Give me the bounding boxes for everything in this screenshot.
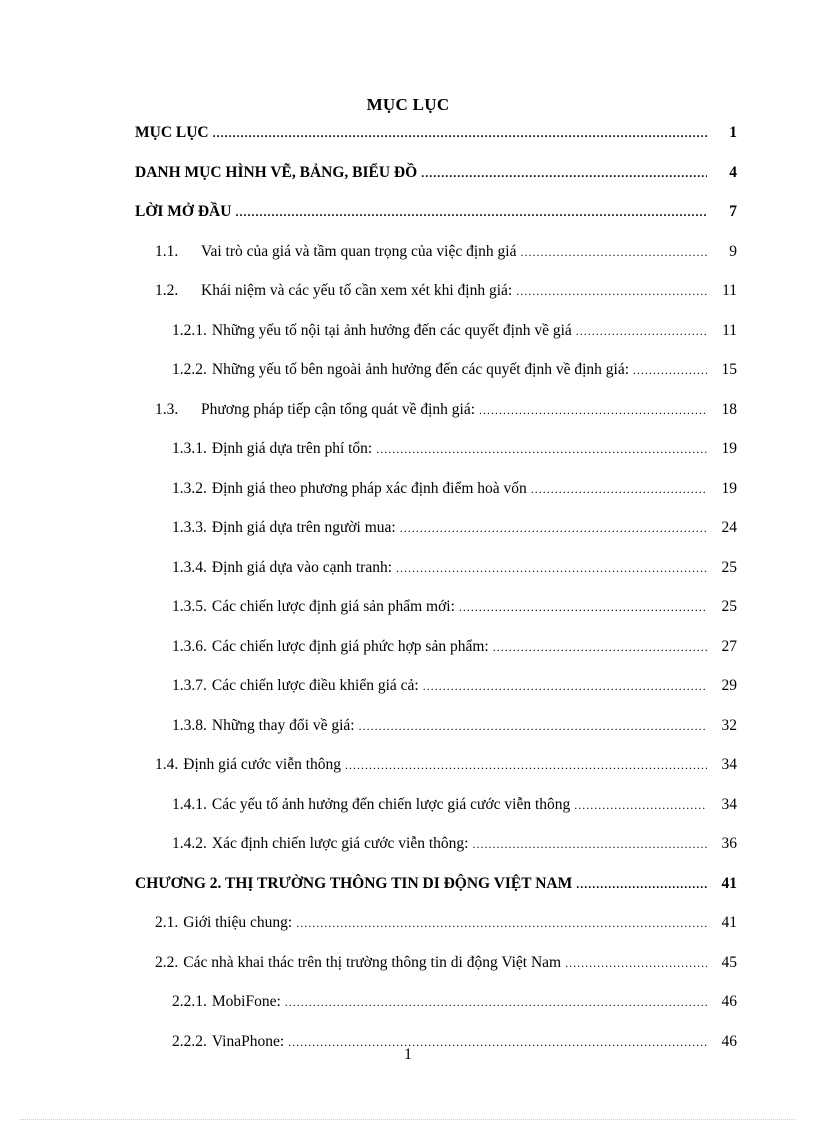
- toc-entry[interactable]: [172, 322, 737, 346]
- toc-entry-page: 9: [729, 242, 737, 260]
- toc-entry-title: Các nhà khai thác trên thị trường thông tin di động Việt Nam: [183, 953, 562, 971]
- toc-entry-page: 34: [721, 795, 737, 813]
- toc-entry-number: 1.3.1.: [172, 440, 207, 457]
- toc-entry-title: Định giá dựa vào cạnh tranh:: [211, 558, 393, 576]
- toc-entry-number: 1.4.: [155, 756, 179, 773]
- toc-entry-number: 2.2.2.: [172, 1032, 207, 1050]
- toc-entry-title: Giới thiệu chung:: [183, 914, 293, 931]
- toc-entry[interactable]: [135, 203, 737, 227]
- toc-leader-dots: [235, 205, 707, 220]
- toc-leader-dots: [345, 758, 707, 773]
- toc-entry-title: Định giá theo phương pháp xác định điểm hoà vốn: [211, 479, 527, 497]
- toc-leader-dots: [400, 521, 707, 536]
- toc-entry-page: 11: [722, 321, 737, 339]
- toc-entry-number: 1.3.8.: [172, 716, 207, 734]
- toc-entry-title: Vai trò của giá và tầm quan trọng của việc định giá: [201, 242, 517, 260]
- toc-entry-title: LỜI MỞ ĐẦU: [135, 203, 232, 220]
- toc-entry-title: Những thay đổi về giá:: [211, 716, 355, 734]
- toc-entry-number: 1.3.4.: [172, 558, 207, 576]
- toc-entry-page: 34: [721, 756, 737, 773]
- toc-leader-dots: [376, 442, 707, 457]
- toc-entry-title: Định giá dựa trên phí tổn:: [211, 440, 373, 457]
- toc-entry-title: Những yếu tố bên ngoài ảnh hưởng đến các quyết định về định giá:: [211, 361, 630, 378]
- toc-entry-title: MỤC LỤC: [135, 124, 209, 141]
- toc-entry[interactable]: [172, 638, 737, 662]
- toc-leader-dots: [574, 798, 707, 813]
- toc-leader-dots: [516, 284, 707, 299]
- toc-entry-title: Các chiến lược định giá sản phẩm mới:: [211, 598, 455, 615]
- toc-entry-title: MobiFone:: [211, 993, 281, 1010]
- toc-entry[interactable]: [155, 756, 737, 780]
- toc-entry[interactable]: [172, 480, 737, 504]
- toc-entry-title: Phương pháp tiếp cận tổng quát về định giá:: [201, 400, 476, 418]
- toc-entry[interactable]: [172, 519, 737, 543]
- toc-entry-number: 1.4.1.: [172, 795, 207, 813]
- toc-entry-page: 27: [721, 637, 737, 655]
- toc-entry-page: 45: [721, 953, 737, 971]
- toc-leader-dots: [576, 324, 707, 339]
- toc-entry-page: 11: [722, 282, 737, 299]
- toc-leader-dots: [423, 679, 707, 694]
- toc-entry[interactable]: [172, 559, 737, 583]
- toc-entry[interactable]: [172, 993, 737, 1017]
- toc-entry-title: Xác định chiến lược giá cước viễn thông:: [211, 835, 469, 852]
- toc-entry-number: 2.2.1.: [172, 993, 207, 1010]
- toc-entry[interactable]: [172, 361, 737, 385]
- toc-leader-dots: [521, 245, 708, 260]
- toc-entry-title: Định giá dựa trên người mua:: [211, 519, 396, 536]
- toc-entry-page: 36: [721, 835, 737, 852]
- toc-entry-page: 15: [721, 361, 737, 378]
- toc-entry[interactable]: [172, 835, 737, 859]
- toc-leader-dots: [359, 719, 707, 734]
- toc-entry-page: 41: [721, 874, 737, 892]
- toc-entry-number: 1.3.3.: [172, 519, 207, 536]
- toc-entry-page: 46: [721, 1032, 737, 1050]
- toc-leader-dots: [213, 126, 707, 141]
- toc-entry-title: Các yếu tố ảnh hưởng đến chiến lược giá cước viễn thông: [211, 795, 571, 813]
- toc-entry[interactable]: [172, 440, 737, 464]
- toc-entry[interactable]: [172, 796, 737, 820]
- toc-entry-number: 1.3.2.: [172, 479, 207, 497]
- toc-entry[interactable]: [155, 243, 737, 267]
- toc-entry-page: 19: [721, 440, 737, 457]
- toc-entry[interactable]: [155, 914, 737, 938]
- toc-entry-title: Các chiến lược định giá phức hợp sản phẩm:: [211, 637, 489, 655]
- toc-entry-title: Những yếu tố nội tại ảnh hưởng đến các quyết định về giá: [211, 321, 572, 339]
- toc-entry-number: 1.3.: [155, 400, 179, 418]
- toc-entry[interactable]: [155, 282, 737, 306]
- toc-entry[interactable]: [155, 954, 737, 978]
- toc-entry-page: 29: [721, 677, 737, 694]
- toc-leader-dots: [531, 482, 707, 497]
- toc-leader-dots: [472, 837, 707, 852]
- toc-entry[interactable]: [135, 875, 737, 899]
- toc-entry-page: 7: [729, 203, 737, 220]
- toc-entry-page: 32: [721, 716, 737, 734]
- toc-entry-page: 4: [729, 163, 737, 181]
- toc-entry[interactable]: [135, 164, 737, 188]
- toc-entry-page: 25: [721, 558, 737, 576]
- toc-leader-dots: [633, 363, 707, 378]
- toc-entry-number: 1.2.2.: [172, 361, 207, 378]
- toc-leader-dots: [493, 640, 707, 655]
- toc-entry-title: Khái niệm và các yếu tố cần xem xét khi định giá:: [201, 282, 513, 299]
- toc-entry-title: VinaPhone:: [211, 1032, 285, 1050]
- toc-entry-number: 1.3.6.: [172, 637, 207, 655]
- toc-entry[interactable]: [155, 401, 737, 425]
- toc-entry-number: 2.1.: [155, 914, 179, 931]
- toc-leader-dots: [565, 956, 707, 971]
- toc-entry[interactable]: [172, 717, 737, 741]
- toc-entry-number: 1.3.7.: [172, 677, 207, 694]
- toc-leader-dots: [459, 600, 707, 615]
- footer-divider: [20, 1119, 796, 1120]
- toc-entry-number: 1.4.2.: [172, 835, 207, 852]
- toc-entry-number: 2.2.: [155, 953, 179, 971]
- toc-entry[interactable]: [135, 124, 737, 148]
- toc-entry-page: 19: [721, 479, 737, 497]
- toc-entry-page: 46: [721, 993, 737, 1010]
- toc-entry-page: 24: [721, 519, 737, 536]
- toc-entry-page: 41: [721, 914, 737, 931]
- toc-entry[interactable]: [172, 677, 737, 701]
- toc-leader-dots: [421, 166, 707, 181]
- toc-entry-title: CHƯƠNG 2. THỊ TRƯỜNG THÔNG TIN DI ĐỘNG VIỆT NAM: [135, 874, 573, 892]
- toc-entry-page: 18: [721, 400, 737, 418]
- toc-entry-title: DANH MỤC HÌNH VẼ, BẢNG, BIỂU ĐỒ: [135, 163, 418, 181]
- toc-entry[interactable]: [172, 598, 737, 622]
- toc-leader-dots: [396, 561, 707, 576]
- toc-entry-number: 1.3.5.: [172, 598, 207, 615]
- page-title: MỤC LỤC: [366, 95, 450, 114]
- toc-entry-page: 25: [721, 598, 737, 615]
- toc-leader-dots: [479, 403, 707, 418]
- toc-entry-title: Các chiến lược điều khiển giá cả:: [211, 677, 419, 694]
- toc-leader-dots: [285, 995, 707, 1010]
- toc-entry-number: 1.2.: [155, 282, 179, 299]
- page-number: 1: [404, 1046, 412, 1063]
- toc-entry-title: Định giá cước viễn thông: [183, 756, 342, 773]
- toc-entry-number: 1.2.1.: [172, 321, 207, 339]
- toc-entry-page: 1: [729, 124, 737, 141]
- toc-leader-dots: [296, 916, 707, 931]
- toc-leader-dots: [576, 877, 707, 892]
- toc-entry-number: 1.1.: [155, 242, 179, 260]
